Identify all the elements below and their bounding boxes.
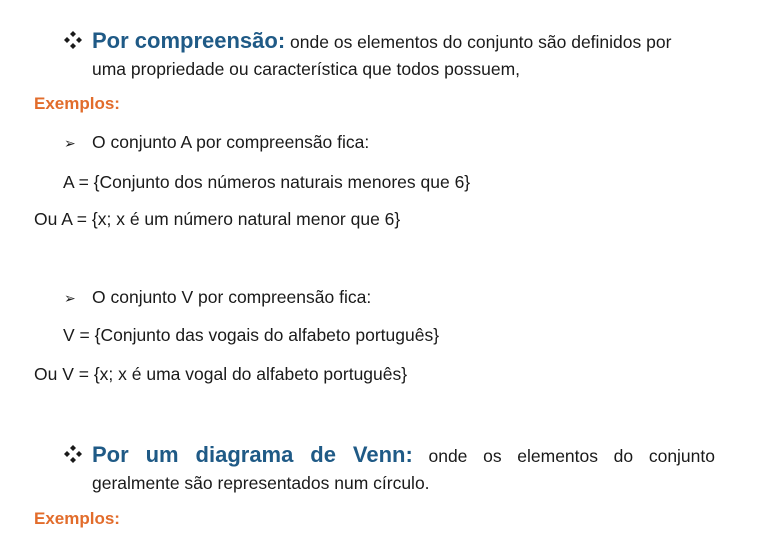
- compreensao-description-line2: uma propriedade ou característica que todos possuem,: [92, 59, 521, 79]
- venn-description-line2: geralmente são representados num círculo.: [92, 473, 430, 493]
- venn-description-line1: onde os elementos do conjunto: [428, 446, 715, 466]
- example-a-definition-alt: Ou A = {x; x é um número natural menor que 6}: [34, 209, 401, 229]
- term-compreensao: Por compreensão:: [92, 28, 286, 53]
- examples-label-1: Exemplos:: [34, 94, 120, 113]
- section-compreensao: [92, 27, 717, 83]
- example-a-intro: O conjunto A por compreensão fica:: [92, 132, 370, 152]
- four-diamond-bullet-icon: [64, 31, 82, 49]
- arrow-bullet-icon: ➢: [64, 290, 76, 306]
- section-venn: [92, 441, 715, 497]
- example-v-definition: V = {Conjunto das vogais do alfabeto português}: [63, 325, 440, 345]
- arrow-bullet-icon: ➢: [64, 135, 76, 151]
- term-venn: Por um diagrama de Venn:: [92, 442, 413, 467]
- four-diamond-bullet-icon: [64, 445, 82, 463]
- example-a-definition: A = {Conjunto dos números naturais menores que 6}: [63, 172, 471, 192]
- examples-label-2: Exemplos:: [34, 509, 120, 528]
- example-v-definition-alt: Ou V = {x; x é uma vogal do alfabeto português}: [34, 364, 408, 384]
- compreensao-description-line1: onde os elementos do conjunto são definidos por: [290, 32, 672, 52]
- example-v-intro: O conjunto V por compreensão fica:: [92, 287, 372, 307]
